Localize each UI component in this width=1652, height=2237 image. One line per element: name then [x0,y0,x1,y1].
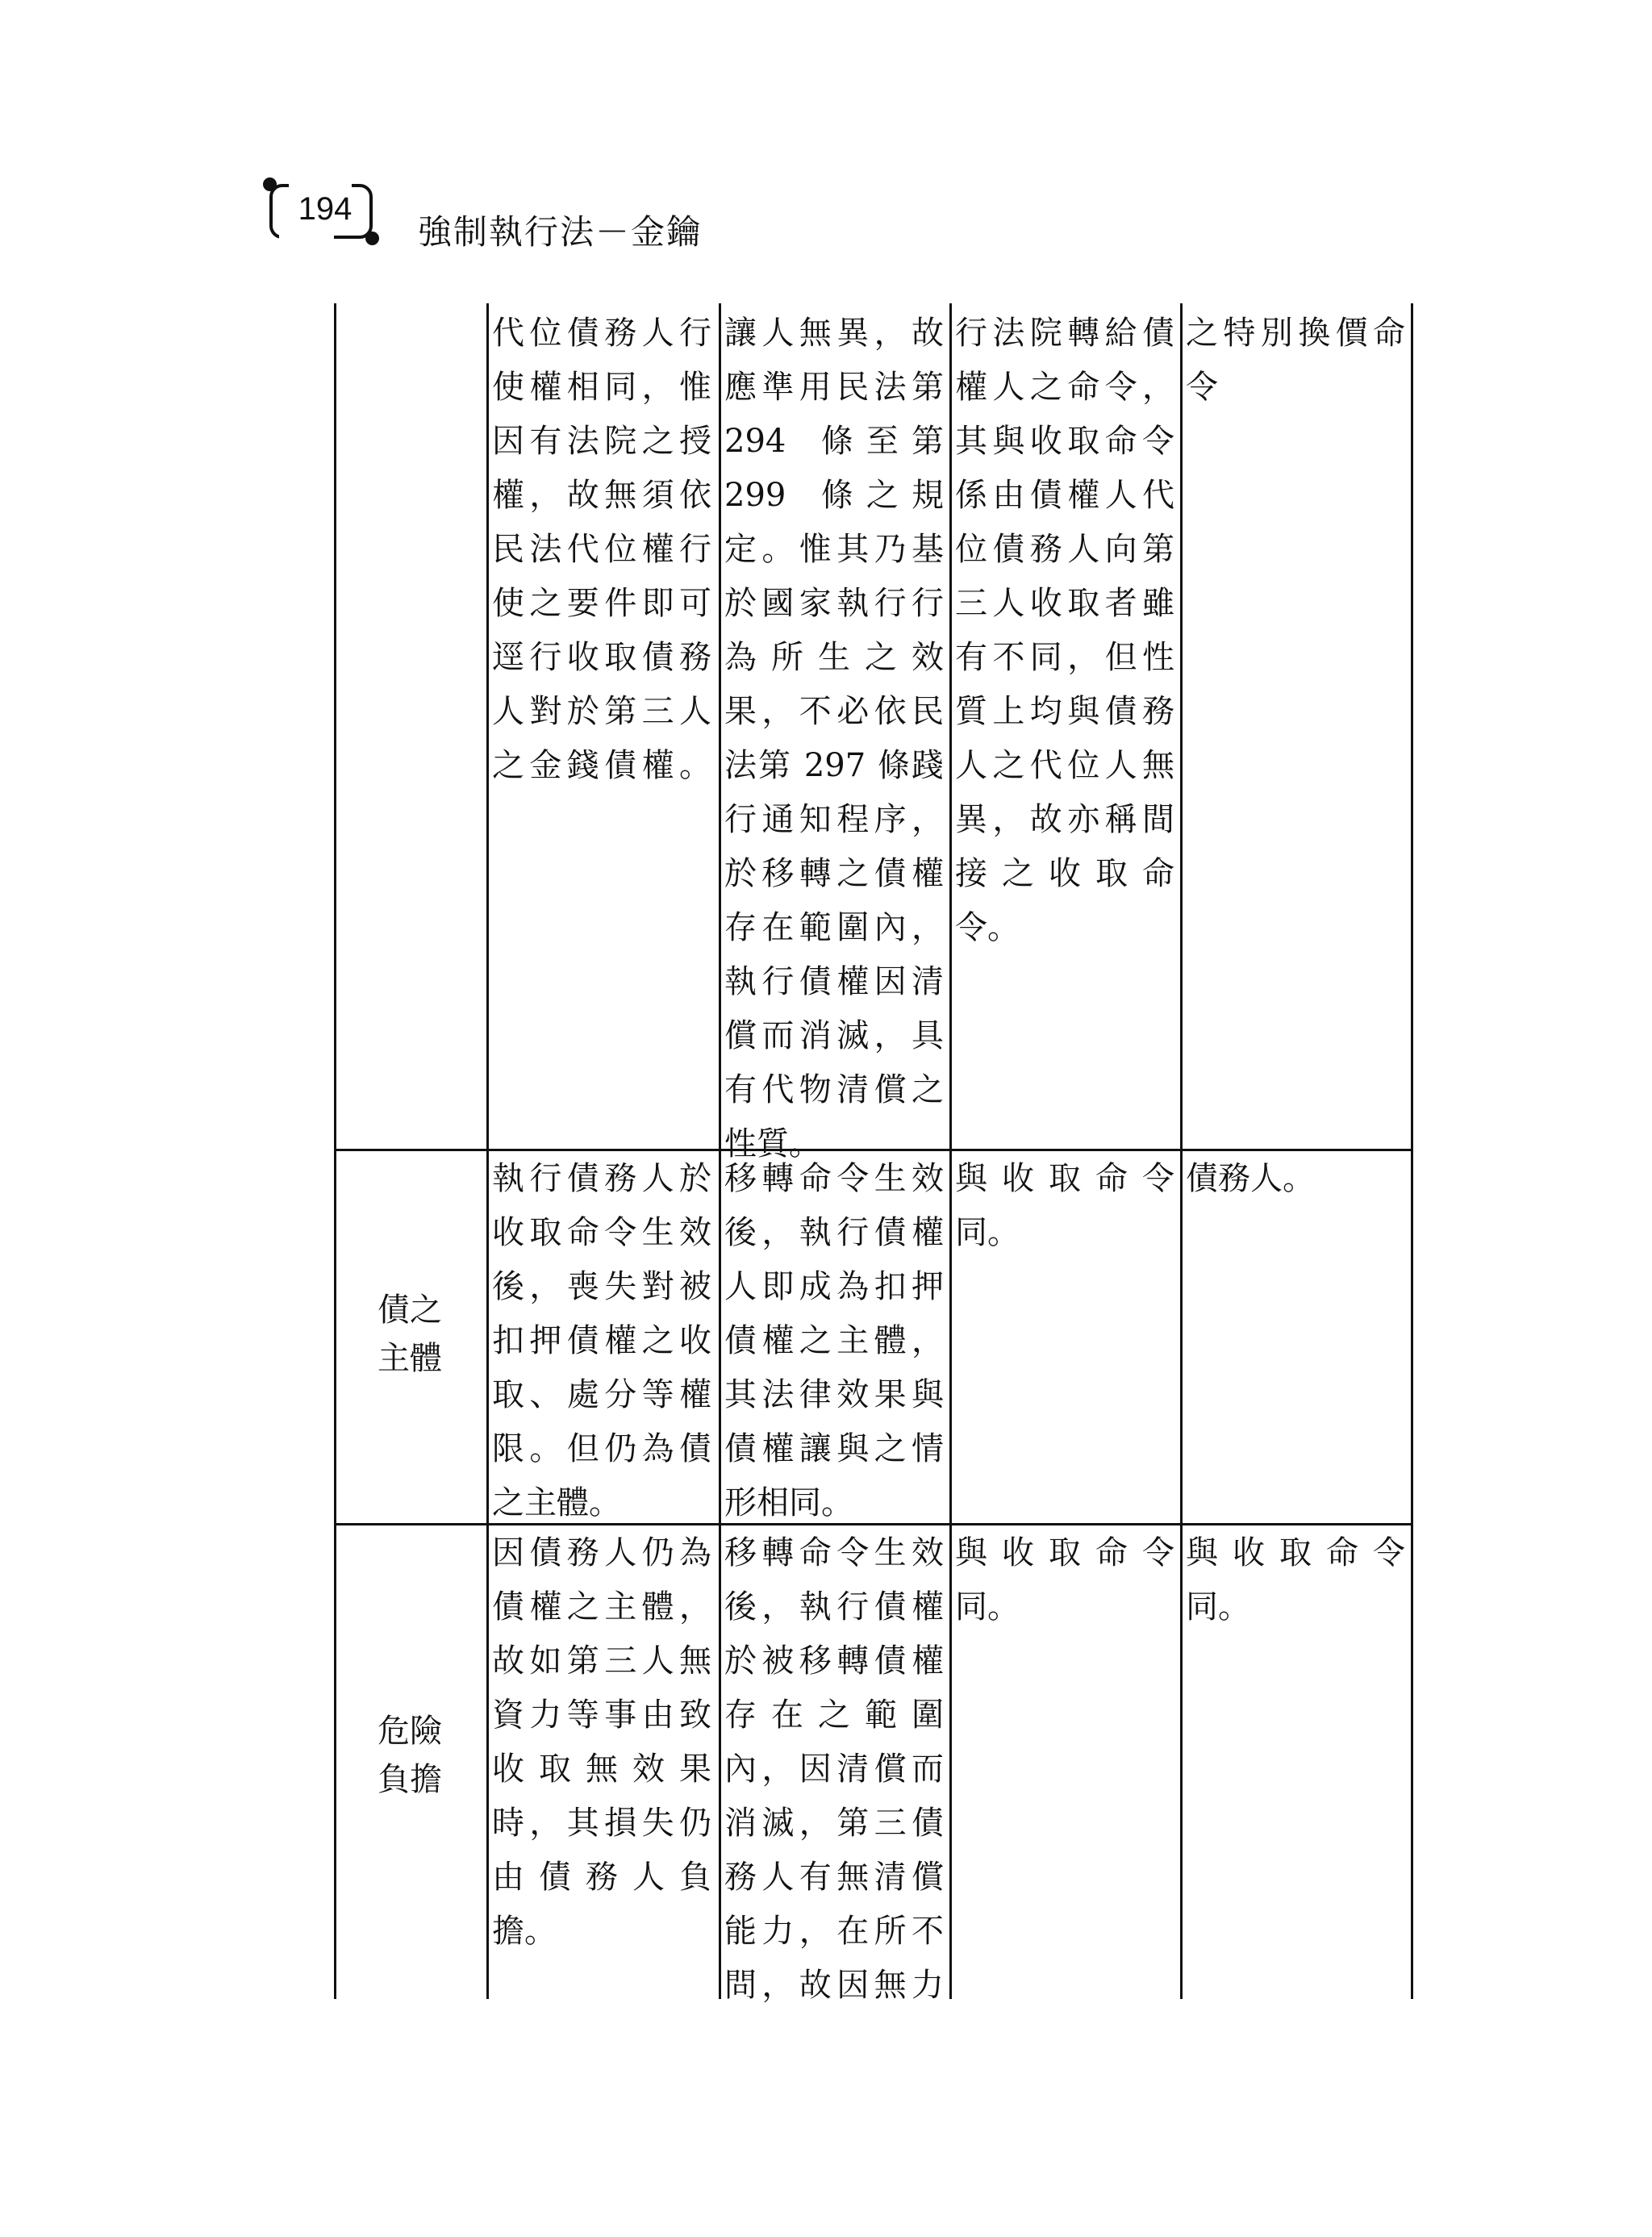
table-cell: 代位債務人行 使權相同，惟 因有法院之授 權，故無須依 民法代位權行 使之要件即可 逕行收取債務 人對於第三人 之金錢債權。 [492,315,711,784]
row-label-debt-subject: 債之 主體 [378,1292,442,1377]
table-cell: 與 收 取 命 令 同。 [955,1534,1174,1626]
book-title: 強制執行法－金鑰 [418,212,703,252]
table-cell: 與 收 取 命 令 同。 [1186,1534,1405,1626]
table-cell: 與 收 取 命 令 同。 [955,1160,1174,1251]
table-cell: 執行債務人於 收取命令生效 後，喪失對被 扣押債權之收 取、處分等權 限。但仍為債 之主體。 [492,1160,711,1521]
table-cell: 因債務人仍為 債權之主體， 故如第三人無 資力等事由致 收 取 無 效 果 時，其損失仍 由 債 務 人 負 擔。 [492,1534,711,1950]
table-cell: 移轉命令生效 後，執行債權 於被移轉債權 存 在 之 範 圍 內，因清償而 消滅，第三債 務人有無清償 能力，在所不 問，故因無力 [724,1534,944,2004]
table-cell: 讓人無異，故 應準用民法第 294 條 至 第 299 條 之 規 定。惟其乃基 於國家執行行 為 所 生 之 效 果，不必依民 法第 297 條踐 行通知程序， 於移轉之債權 存在範圍內， 執行債權因清 償而消滅，具 有代物清償之 性質。 [724,315,944,1162]
table-cell: 之特別換價命 令 [1186,315,1405,406]
row-label-risk-bearing: 危險 負擔 [378,1713,442,1798]
table-cell: 行法院轉給債 權人之命令， 其與收取命令 係由債權人代 位債務人向第 三人收取者雖 有不同，但性 質上均與債務 人之代位人無 異，故亦稱間 接 之 收 取 命 令。 [955,315,1174,946]
page-number: 194 [298,191,353,227]
badge-dot-icon [263,177,277,191]
table-cell: 債務人。 [1186,1160,1315,1197]
badge-dot-icon [365,232,379,245]
table-cell: 移轉命令生效 後，執行債權 人即成為扣押 債權之主體， 其法律效果與 債權讓與之情 形相同。 [724,1160,944,1521]
